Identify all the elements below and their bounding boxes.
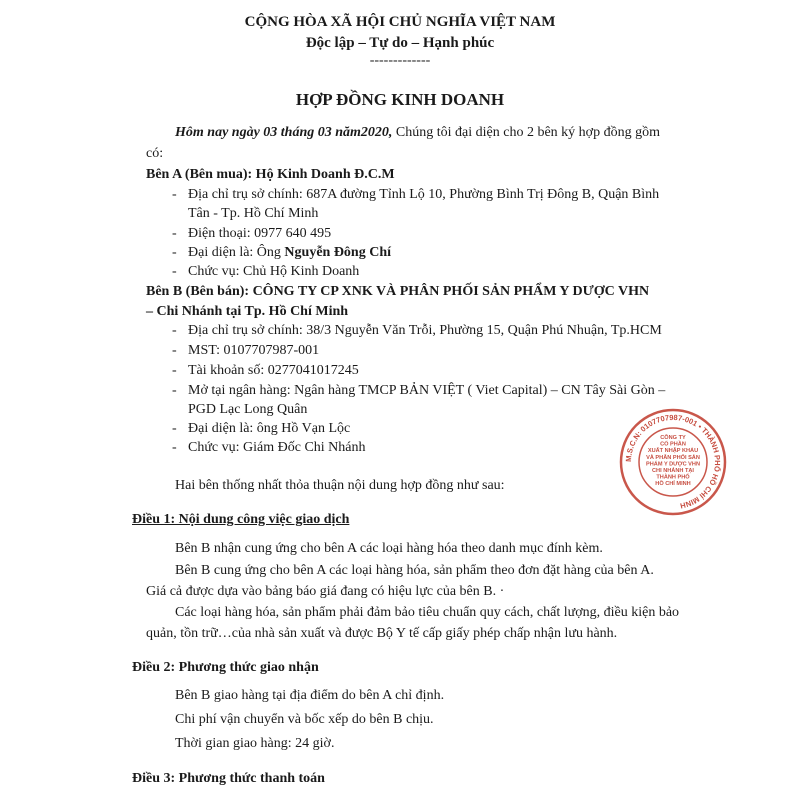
intro-line1: [175, 125, 660, 141]
agreement-text: Hai bên thống nhất thỏa thuận nội dung hợp đồng như sau:: [175, 478, 505, 493]
party-a-position: - Chức vụ: Chủ Hộ Kinh Doanh: [188, 264, 359, 280]
party-a-rep-label: Đại diện là: Ông: [188, 245, 285, 260]
seal-center-line: CỔ PHẦN: [660, 441, 686, 448]
seal-center-line: XUẤT NHẬP KHẨU: [647, 448, 699, 455]
party-b-bank-line1: - Mở tại ngân hàng: Ngân hàng TMCP BẢN VIỆT ( Viet Capital) – CN Tây Sài Gòn –: [188, 383, 665, 399]
party-b-position: - Chức vụ: Giám Đốc Chi Nhánh: [188, 440, 366, 456]
national-title: CỘNG HÒA XÃ HỘI CHỦ NGHĨA VIỆT NAM: [244, 14, 556, 30]
seal-ring-text: M.S.C.N: 0107707987-001 • THÀNH PHỐ HỒ CHÍ MINH: [623, 412, 723, 511]
party-b-representative: - Đại diện là: ông Hồ Vạn Lộc: [188, 421, 350, 437]
party-b-bank-line2: PGD Lạc Long Quân: [188, 402, 308, 417]
article3-heading: Điều 3: Phương thức thanh toán: [132, 771, 325, 786]
party-a-representative: [188, 245, 391, 261]
intro-text: Chúng tôi đại diện cho 2 bên ký hợp đồng gồm: [392, 125, 660, 140]
party-a-address-line1: - Địa chỉ trụ sở chính: 687A đường Tỉnh Lộ 10, Phường Bình Trị Đông B, Quận Bình: [188, 187, 659, 203]
article2-paragraph2: Chi phí vận chuyển và bốc xếp do bên B chịu.: [175, 712, 434, 727]
intro-line2: có:: [146, 146, 164, 161]
article2-paragraph3: Thời gian giao hàng: 24 giờ.: [175, 736, 335, 751]
article2-heading: Điều 2: Phương thức giao nhận: [132, 660, 319, 675]
separator: -------------: [369, 53, 431, 68]
article1-paragraph2-line2: Giá cả được dựa vào bảng báo giá đang có hiệu lực của bên B. ·: [146, 584, 505, 599]
motto: Độc lập – Tự do – Hạnh phúc: [305, 35, 495, 51]
article1-heading: Điều 1: Nội dung công việc giao dịch: [132, 512, 350, 527]
party-b-tax-code: - MST: 0107707987-001: [188, 343, 319, 359]
party-a-address-line2: Tân - Tp. Hồ Chí Minh: [188, 206, 319, 221]
seal-center-line: CÔNG TY: [660, 435, 686, 441]
article1-paragraph3-line1: Các loại hàng hóa, sản phẩm phải đảm bảo tiêu chuẩn quy cách, chất lượng, điều kiện bảo: [175, 605, 680, 620]
seal-graphic: [618, 407, 728, 517]
seal-center-line: VÀ PHÂN PHỐI SẢN: [646, 454, 700, 461]
document-title: HỢP ĐỒNG KINH DOANH: [295, 90, 505, 109]
article2-paragraph1: Bên B giao hàng tại địa điểm do bên A chỉ định.: [175, 688, 445, 703]
party-b-account: - Tài khoản số: 0277041017245: [188, 363, 359, 379]
seal-center-line: CHI NHÁNH TẠI: [652, 468, 694, 474]
article1-paragraph1: Bên B nhận cung ứng cho bên A các loại hàng hóa theo danh mục đính kèm.: [175, 541, 603, 556]
intro-date: Hôm nay ngày 03 tháng 03 năm2020,: [175, 125, 393, 140]
seal-center-line: HỒ CHÍ MINH: [655, 481, 691, 488]
party-b-heading-line1: Bên B (Bên bán): CÔNG TY CP XNK VÀ PHÂN PHỐI SẢN PHẨM Y DƯỢC VHN: [146, 284, 650, 299]
party-b-address: - Địa chỉ trụ sở chính: 38/3 Nguyễn Văn Trỗi, Phường 15, Quận Phú Nhuận, Tp.HCM: [188, 323, 662, 339]
article1-paragraph3-line2: quản, tồn trữ…của nhà sản xuất và được Bộ Y tế cấp giấy phép chấp nhận lưu hành.: [146, 626, 618, 641]
party-b-heading-line2: – Chi Nhánh tại Tp. Hồ Chí Minh: [146, 304, 349, 319]
seal-center-line: PHẨM Y DƯỢC VHN: [646, 461, 700, 468]
party-a-phone: - Điện thoại: 0977 640 495: [188, 226, 331, 242]
party-a-heading: Bên A (Bên mua): Hộ Kinh Doanh Đ.C.M: [146, 167, 395, 182]
company-seal: [618, 407, 728, 517]
seal-center-line: THÀNH PHỐ: [656, 474, 690, 481]
article1-paragraph2-line1: Bên B cung ứng cho bên A các loại hàng hóa, sản phẩm theo đơn đặt hàng của bên A.: [175, 563, 654, 578]
party-a-rep-name: Nguyễn Đông Chí: [284, 245, 392, 260]
